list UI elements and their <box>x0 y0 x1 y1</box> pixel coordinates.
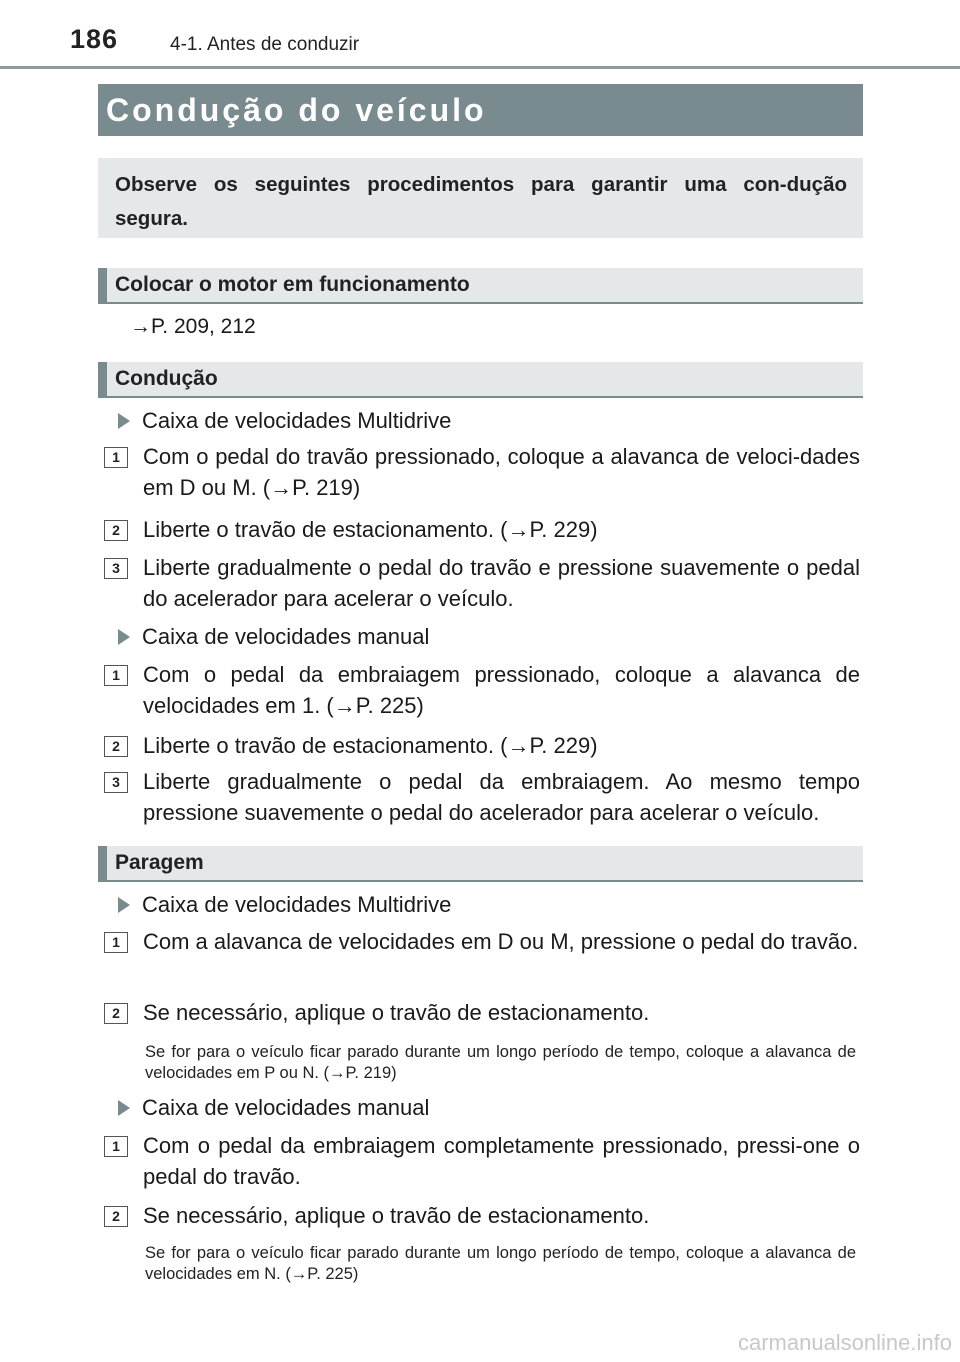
header-rule <box>0 66 960 69</box>
step-number-badge: 1 <box>104 665 128 686</box>
step-text: Se necessário, aplique o travão de estacionamento. <box>143 1000 650 1025</box>
step-item <box>104 926 860 957</box>
step-text: Com a alavanca de velocidades em D ou M, pressione o pedal do travão. <box>143 929 859 954</box>
page-title: Condução do veículo <box>98 84 863 136</box>
step-item <box>104 1200 860 1231</box>
subheading-label: Caixa de velocidades Multidrive <box>142 892 452 917</box>
step-item <box>104 766 860 828</box>
triangle-bullet-icon <box>118 1100 130 1116</box>
step-item <box>104 552 860 614</box>
page-number: 186 <box>70 24 119 54</box>
step-item <box>104 1130 860 1192</box>
watermark: carmanualsonline.info <box>737 1330 952 1355</box>
step-number-badge: 1 <box>104 932 128 953</box>
subheading-label: Caixa de velocidades Multidrive <box>142 408 452 433</box>
step-number-badge: 2 <box>104 736 128 757</box>
step-number-badge: 1 <box>104 447 128 468</box>
triangle-bullet-icon <box>118 629 130 645</box>
step-text: Liberte o travão de estacionamento. (→P. 229) <box>143 517 598 542</box>
step-text: Liberte gradualmente o pedal da embraiagem. Ao mesmo tempo pressione suavemente o pedal do acelerador para acelerar o veículo. <box>143 769 860 825</box>
note-text: Se for para o veículo ficar parado durante um longo período de tempo, coloque a alavanca de velocidades em N. (→P. 225) <box>145 1244 856 1283</box>
step-item <box>104 659 860 721</box>
subheading-label: Caixa de velocidades manual <box>142 624 430 649</box>
subheading-multidrive <box>118 890 451 920</box>
step-item <box>104 730 860 761</box>
intro-box: Observe os seguintes procedimentos para garantir uma con-dução segura. <box>98 158 863 238</box>
page-reference: →P. 209, 212 <box>130 315 256 338</box>
step-text: Com o pedal do travão pressionado, coloque a alavanca de veloci-dades em D ou M. (→P. 219) <box>143 444 860 500</box>
step-text: Com o pedal da embraiagem pressionado, coloque a alavanca de velocidades em 1. (→P. 225) <box>143 662 860 718</box>
step-number-badge: 1 <box>104 1136 128 1157</box>
section-heading-stopping: Paragem <box>98 846 863 882</box>
step-number-badge: 2 <box>104 1003 128 1024</box>
subheading-manual <box>118 1093 429 1123</box>
section-heading-driving: Condução <box>98 362 863 398</box>
subheading-multidrive <box>118 406 451 436</box>
triangle-bullet-icon <box>118 413 130 429</box>
step-number-badge: 2 <box>104 1206 128 1227</box>
step-text: Com o pedal da embraiagem completamente pressionado, pressi-one o pedal do travão. <box>143 1133 860 1189</box>
step-text: Se necessário, aplique o travão de estacionamento. <box>143 1203 650 1228</box>
step-number-badge: 3 <box>104 772 128 793</box>
step-number-badge: 2 <box>104 520 128 541</box>
subheading-label: Caixa de velocidades manual <box>142 1095 430 1120</box>
step-item <box>104 514 860 545</box>
step-item <box>104 997 860 1028</box>
step-text: Liberte o travão de estacionamento. (→P. 229) <box>143 733 598 758</box>
section-heading-starting: Colocar o motor em funcionamento <box>98 268 863 304</box>
subheading-manual <box>118 622 429 652</box>
chapter-title: 4-1. Antes de conduzir <box>170 34 360 55</box>
step-item <box>104 441 860 503</box>
step-number-badge: 3 <box>104 558 128 579</box>
note-text: Se for para o veículo ficar parado durante um longo período de tempo, coloque a alavanca de velocidades em P ou N. (→P. 219) <box>145 1043 856 1082</box>
triangle-bullet-icon <box>118 897 130 913</box>
step-text: Liberte gradualmente o pedal do travão e pressione suavemente o pedal do acelerador para acelerar o veículo. <box>143 555 860 611</box>
